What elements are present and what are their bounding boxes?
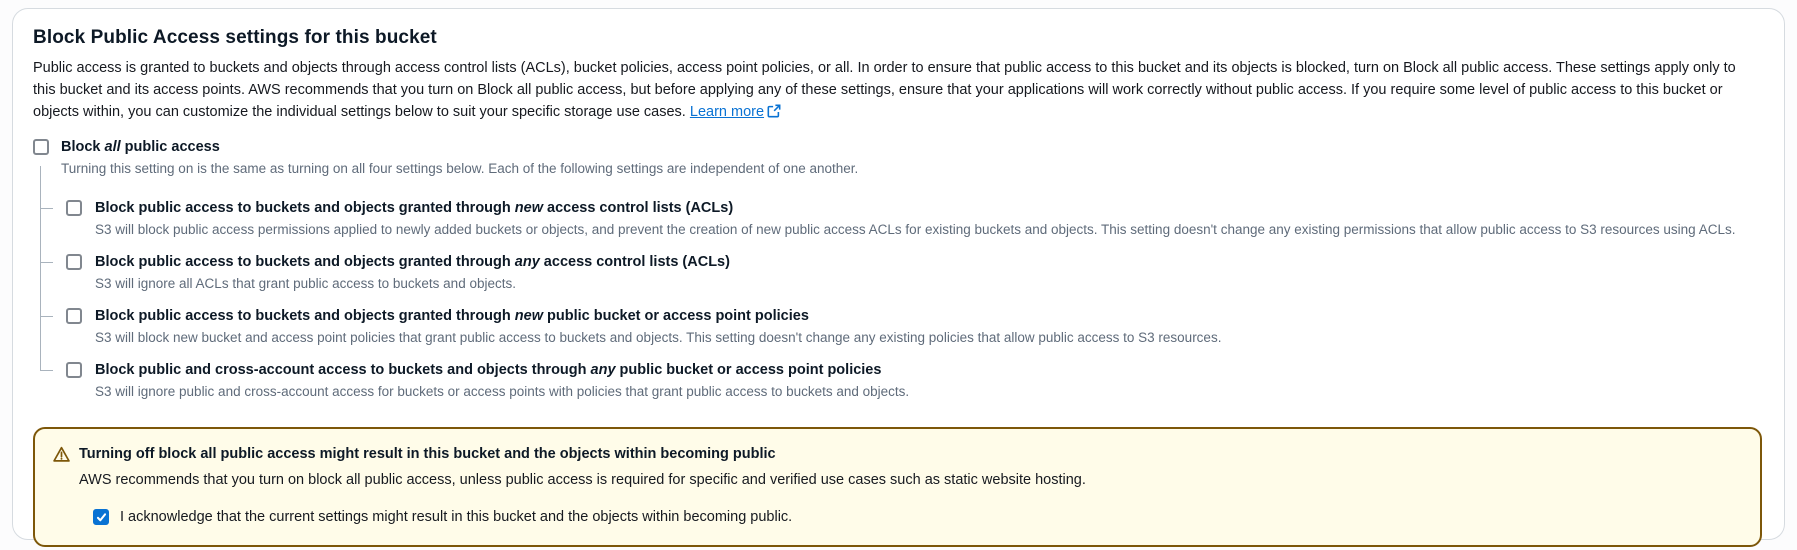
- acknowledge-row: [93, 507, 1740, 527]
- block-new-acls-description: S3 will block public access permissions applied to newly added buckets or objects, and prevent the creation of new public access ACLs for existing buckets and objects. This setting doesn't change any existing permissions that allow public access to S3 resources using ACLs.: [95, 222, 1736, 237]
- block-any-acls-checkbox[interactable]: [66, 254, 82, 270]
- setting-block-new-acls: [40, 198, 1762, 239]
- learn-more-link[interactable]: [690, 104, 781, 120]
- setting-block-new-policies: [40, 306, 1762, 347]
- intro-paragraph: [33, 57, 1762, 123]
- block-all-label: Block all public access: [61, 139, 220, 155]
- external-link-icon: [764, 104, 781, 120]
- acknowledge-checkbox[interactable]: [93, 509, 109, 525]
- intro-text: Public access is granted to buckets and objects through access control lists (ACLs), bucket policies, access point policies, or all. In order to ensure that public access to this bucket and its objects is blocked, turn on Block all public access. These settings apply only to this bucket and its access points. AWS recommends that you turn on Block all public access, but before applying any of these settings, ensure that your applications will work correctly without public access. If you require some level of public access to this bucket or objects within, you can customize the individual settings below to suit your specific storage use cases.: [33, 60, 1736, 120]
- warning-triangle-icon: [53, 446, 70, 468]
- block-new-acls-checkbox[interactable]: [66, 200, 82, 216]
- warning-description: AWS recommends that you turn on block all public access, unless public access is required for specific and verified use cases such as static website hosting.: [79, 472, 1086, 488]
- sub-settings-group: [40, 198, 1762, 401]
- warning-title: Turning off block all public access might result in this bucket and the objects within becoming public: [79, 446, 776, 462]
- block-any-policies-description: S3 will ignore public and cross-account access for buckets or access points with policies that grant public access to buckets and objects.: [95, 384, 910, 399]
- block-all-setting: [33, 137, 1762, 178]
- acknowledge-label: I acknowledge that the current settings might result in this bucket and the objects within becoming public.: [120, 509, 793, 525]
- block-public-access-panel: [12, 8, 1785, 540]
- block-all-checkbox[interactable]: [33, 139, 49, 155]
- block-any-acls-description: S3 will ignore all ACLs that grant public access to buckets and objects.: [95, 276, 516, 291]
- block-new-policies-checkbox[interactable]: [66, 308, 82, 324]
- block-new-acls-label: Block public access to buckets and objects granted through new access control lists (ACLs): [95, 200, 734, 216]
- block-all-description: Turning this setting on is the same as turning on all four settings below. Each of the following settings are independent of one another.: [61, 161, 859, 176]
- page-title: Block Public Access settings for this bucket: [33, 27, 437, 48]
- setting-block-any-acls: [40, 252, 1762, 293]
- block-new-policies-description: S3 will block new bucket and access point policies that grant public access to buckets and objects. This setting doesn't change any existing policies that allow public access to S3 resources.: [95, 330, 1222, 345]
- block-any-policies-label: Block public and cross-account access to buckets and objects through any public bucket or access point policies: [95, 362, 882, 378]
- block-any-policies-checkbox[interactable]: [66, 362, 82, 378]
- learn-more-label: Learn more: [689, 104, 765, 120]
- public-access-warning-alert: [33, 427, 1762, 547]
- block-any-acls-label: Block public access to buckets and objects granted through any access control lists (ACLs): [95, 254, 730, 270]
- block-new-policies-label: Block public access to buckets and objects granted through new public bucket or access point policies: [95, 308, 809, 324]
- setting-block-any-policies: [40, 360, 1762, 401]
